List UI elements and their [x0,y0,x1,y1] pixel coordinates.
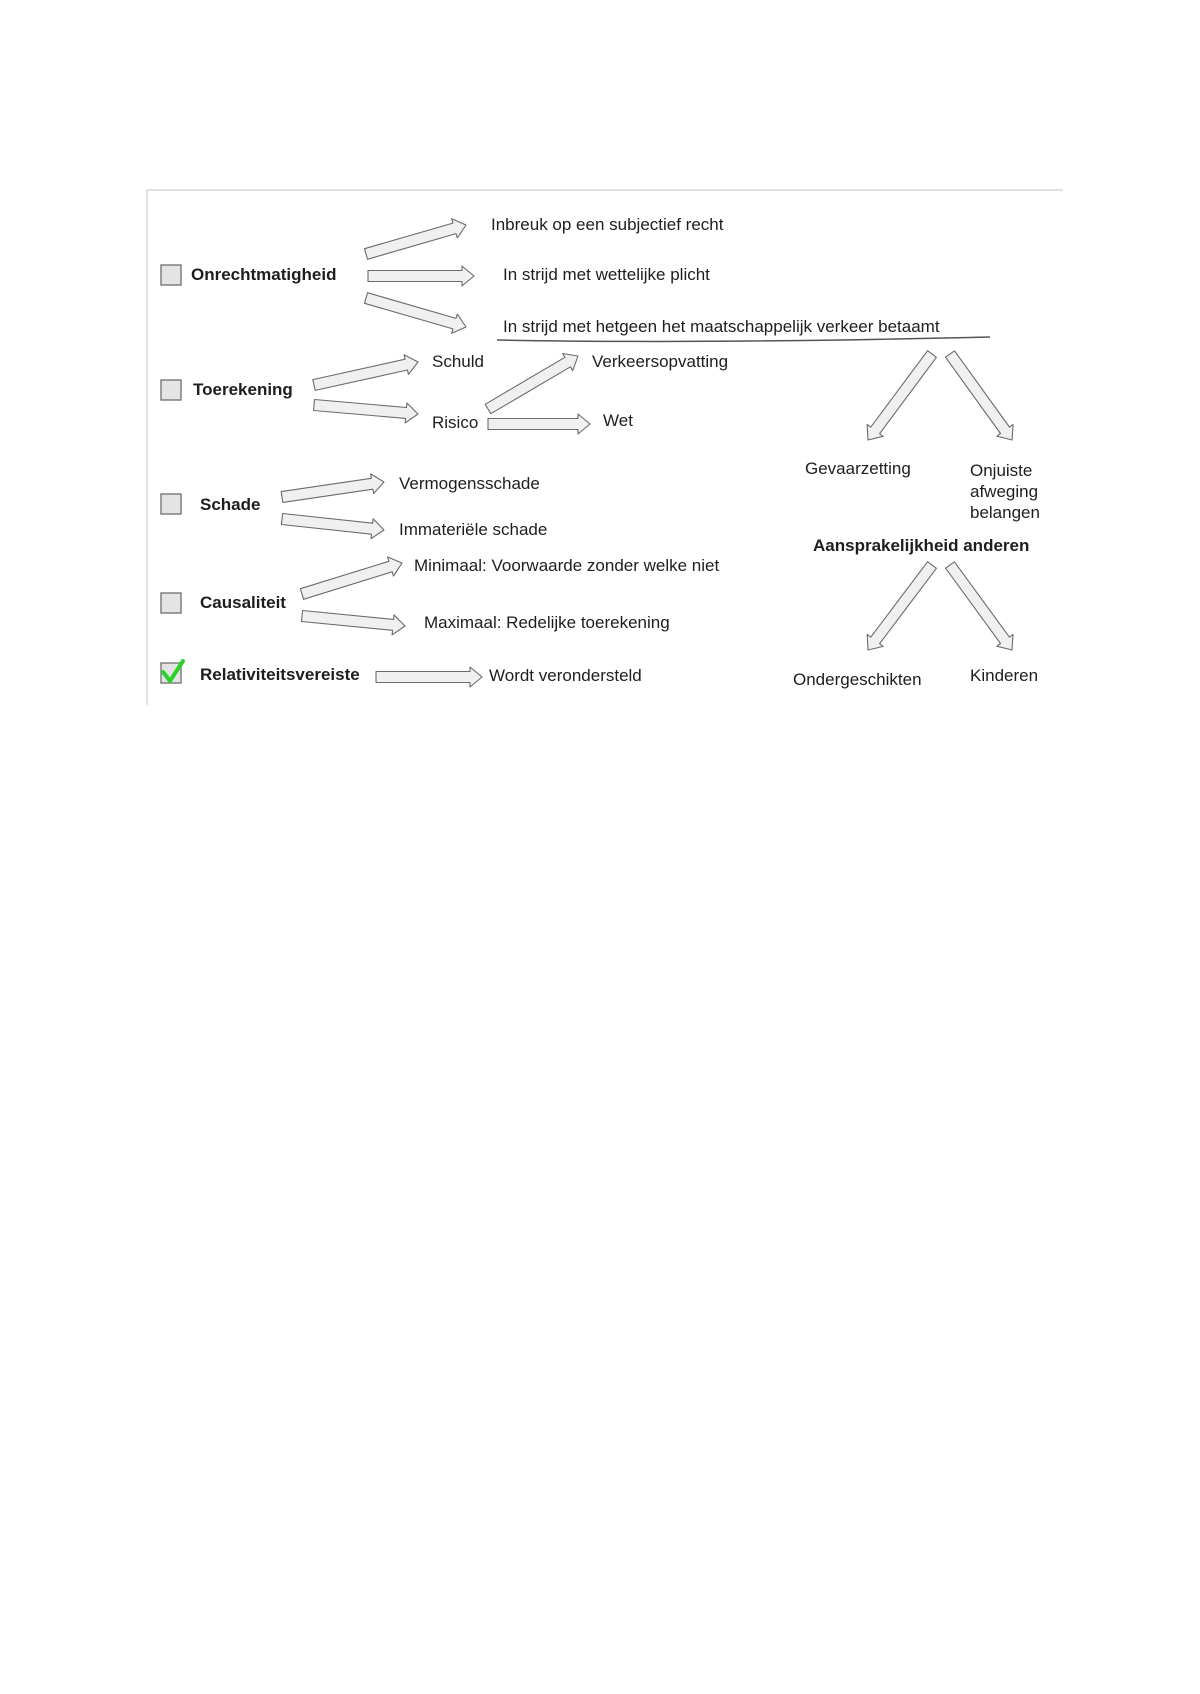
toerekening-verkeersopvatting: Verkeersopvatting [592,352,729,371]
onrechtmatigheid-item-maatschappelijk-verkeer: In strijd met hetgeen het maatschappelijk verkeer betaamt [503,317,940,336]
underline-brace [497,337,990,341]
kinderen-label: Kinderen [970,666,1039,685]
ondergeschikten-label: Ondergeschikten [793,670,922,689]
arrow-risico-to-verkeersopvatting [485,354,578,414]
arrow-relativiteit-to-verondersteld [376,667,482,687]
arrow-causaliteit-to-minimaal [300,557,402,599]
onjuiste-afweging-line-2: afweging [970,482,1039,501]
onjuiste-afweging-line-3: belangen [970,503,1040,522]
arrow-toerekening-to-risico [314,400,419,423]
criterion-relativiteitsvereiste: Relativiteitsvereiste [200,665,360,684]
checkbox-schade[interactable] [161,494,181,514]
arrow-maatschappelijk-to-gevaarzetting [867,351,936,440]
arrow-onrecht-to-subjectief [365,219,467,260]
aansprakelijkheid-anderen-title: Aansprakelijkheid anderen [813,536,1030,555]
arrow-schade-to-immaterieel [281,514,384,539]
arrow-causaliteit-to-maximaal [302,611,406,635]
checkbox-onrechtmatigheid[interactable] [161,265,181,285]
criterion-schade: Schade [200,495,261,514]
criterion-toerekening: Toerekening [193,380,293,399]
checkbox-toerekening[interactable] [161,380,181,400]
onrechtmatigheid-item-wettelijke-plicht: In strijd met wettelijke plicht [503,265,710,284]
criterion-onrechtmatigheid: Onrechtmatigheid [191,265,337,284]
arrow-aansprakelijkheid-to-ondergeschikten [867,562,936,650]
arrow-aansprakelijkheid-to-kinderen [946,562,1013,650]
onjuiste-afweging-line-1: Onjuiste [970,461,1033,480]
toerekening-wet: Wet [603,411,633,430]
arrow-schade-to-vermogens [281,474,384,503]
schade-vermogensschade: Vermogensschade [399,474,540,493]
arrow-maatschappelijk-to-onjuiste [946,351,1014,440]
relativiteit-item: Wordt verondersteld [489,666,642,685]
arrow-onrecht-to-maatschappelijk [365,293,467,334]
arrow-toerekening-to-schuld [313,355,418,391]
checkbox-causaliteit[interactable] [161,593,181,613]
causaliteit-minimaal: Minimaal: Voorwaarde zonder welke niet [414,556,720,575]
criterion-causaliteit: Causaliteit [200,593,286,612]
schade-immateriele-schade: Immateriële schade [399,520,548,539]
toerekening-risico: Risico [432,413,479,432]
arrow-onrecht-to-wettelijk [368,266,474,286]
onrechtmatigheid-item-subjectief-recht: Inbreuk op een subjectief recht [491,215,724,234]
causaliteit-maximaal: Maximaal: Redelijke toerekening [424,613,670,632]
arrow-risico-to-wet [488,414,590,434]
toerekening-schuld: Schuld [432,352,484,371]
gevaarzetting-label: Gevaarzetting [805,459,911,478]
